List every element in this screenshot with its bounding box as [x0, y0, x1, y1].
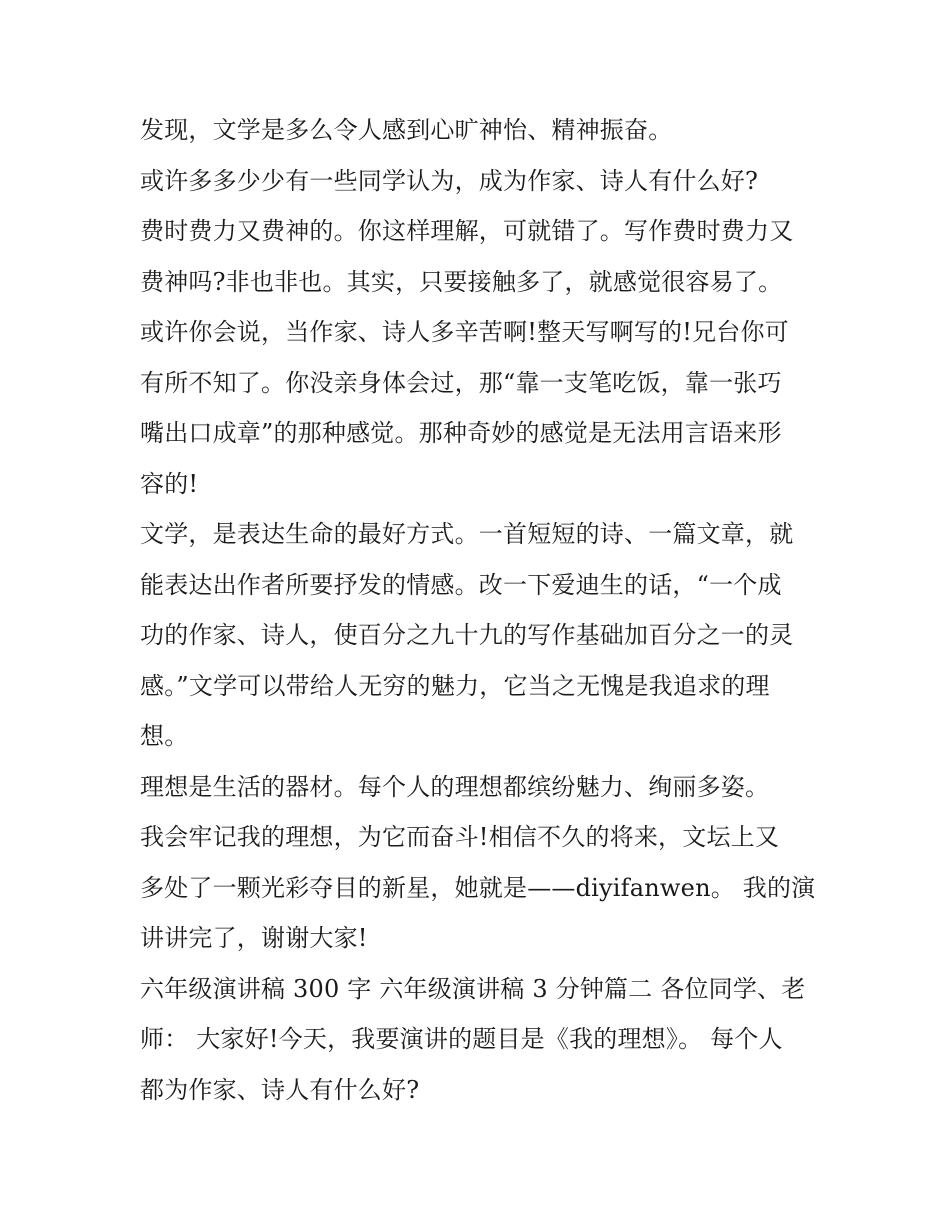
text-line: 发现，文学是多么令人感到心旷神怡、精神振奋。	[140, 116, 673, 144]
text-line: 我会牢记我的理想，为它而奋斗!相信不久的将来，文坛上又	[140, 823, 780, 851]
text-line: 感。”文学可以带给人无穷的魅力，它当之无愧是我追求的理	[140, 671, 770, 700]
text-line: 或许多多少少有一些同学认为，成为作家、诗人有什么好?	[140, 166, 759, 195]
text-line: 能表达出作者所要抒发的情感。改一下爱迪生的话，“一个成	[140, 570, 782, 599]
text-line: 六年级演讲稿 300 字 六年级演讲稿 3 分钟篇二 各位同学、老	[140, 974, 806, 1003]
body-text	[140, 108, 830, 1118]
text-line: 费神吗?非也非也。其实，只要接触多了，就感觉很容易了。	[140, 267, 783, 296]
text-line: 想。	[140, 722, 189, 750]
text-line: 讲讲完了，谢谢大家!	[140, 924, 368, 952]
text-line: 都为作家、诗人有什么好?	[140, 1075, 420, 1104]
text-line: 师： 大家好!今天，我要演讲的题目是《我的理想》。 每个人	[140, 1025, 783, 1053]
text-line: 容的!	[140, 469, 199, 498]
text-line: 功的作家、诗人，使百分之九十九的写作基础加百分之一的灵	[140, 621, 794, 649]
text-line: 费时费力又费神的。你这样理解，可就错了。写作费时费力又	[140, 217, 794, 245]
text-line: 理想是生活的器材。每个人的理想都缤纷魅力、绚丽多姿。	[140, 772, 770, 801]
text-line: 有所不知了。你没亲身体会过，那“靠一支笔吃饭，靠一张巧	[140, 368, 782, 397]
text-line: 文学，是表达生命的最好方式。一首短短的诗、一篇文章，就	[140, 520, 794, 548]
text-line: 或许你会说，当作家、诗人多辛苦啊!整天写啊写的!兄台你可	[140, 318, 789, 346]
text-line: 多处了一颗光彩夺目的新星，她就是——diyifanwen。 我的演	[140, 873, 816, 902]
text-line: 嘴出口成章”的那种感觉。那种奇妙的感觉是无法用言语来形	[140, 419, 782, 447]
